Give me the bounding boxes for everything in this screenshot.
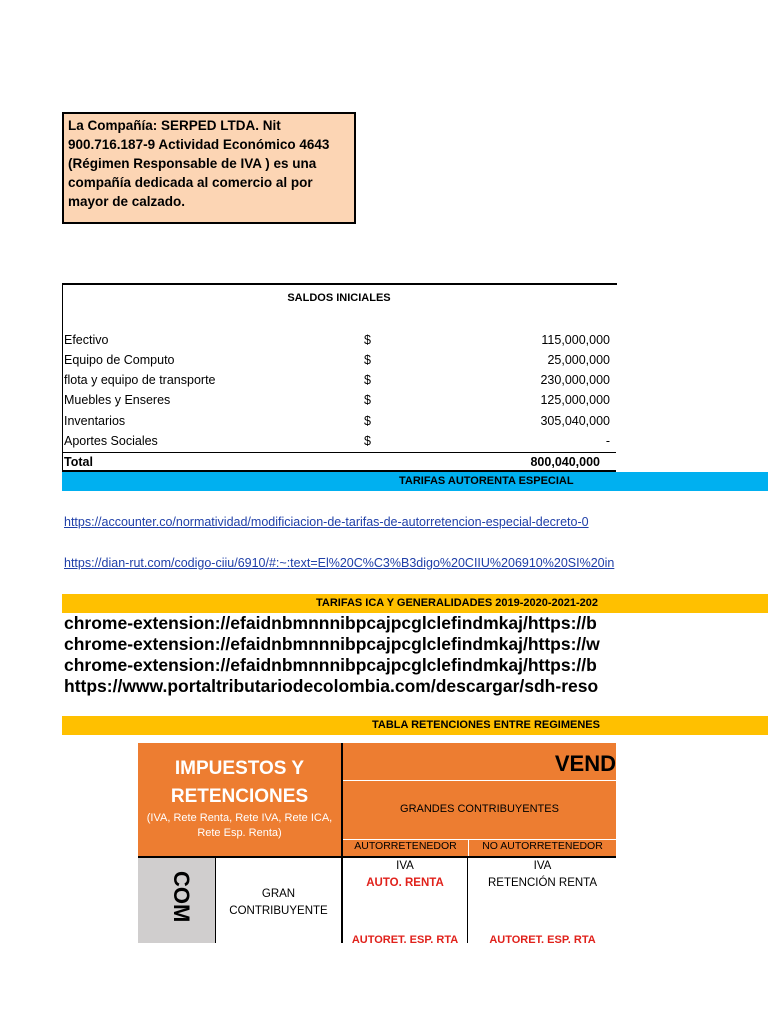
company-description: La Compañía: SERPED LTDA. Nit 900.716.187-9 Actividad Económico 4643 (Régimen Responsable de IVA ) es una compañía dedicada al comercio al por mayor de calzado. [62,112,356,224]
ret-subtitle: (IVA, Rete Renta, Rete IVA, Rete ICA, Rete Esp. Renta) [146,812,333,839]
row-amount: 230,000,000 [540,373,610,387]
total-amount: 800,040,000 [530,455,600,469]
row-amount: 25,000,000 [547,353,610,367]
currency-symbol: $ [364,414,371,428]
saldos-row [64,390,616,410]
currency-symbol: $ [364,393,371,407]
ret-title: IMPUESTOS Y RETENCIONES [170,758,309,807]
currency-symbol: $ [364,434,371,448]
autorenta-band-label: TARIFAS AUTORENTA ESPECIAL [399,475,574,487]
retenciones-band-label: TABLA RETENCIONES ENTRE REGIMENES [372,719,600,731]
currency-symbol: $ [364,373,371,387]
ica-band-label: TARIFAS ICA Y GENERALIDADES 2019-2020-2021-202 [316,597,599,609]
saldos-row [64,431,616,451]
retenciones-band [62,716,768,735]
saldos-total-row [62,452,616,472]
extension-link[interactable]: chrome-extension://efaidnbmnnnibpcajpcglclefindmkaj/https://b [64,613,597,633]
hyperlink[interactable]: https://dian-rut.com/codigo-ciiu/6910/#:~:text=El%20C%C3%B3digo%20CIIU%206910%20SI%20in [64,556,615,570]
col-header-autorretenedor: AUTORRETENEDOR [354,840,457,852]
row-label: Efectivo [64,333,109,347]
saldos-row [64,411,616,431]
row-label-gran-contribuyente: GRAN CONTRIBUYENTE [216,886,343,943]
currency-symbol: $ [364,333,371,347]
cell-text: IVA [396,860,414,872]
ica-band [62,594,768,613]
row-amount: 115,000,000 [541,333,610,347]
saldos-row [64,350,616,370]
row-label: Inventarios [64,414,126,428]
vendor-header: VEND [554,751,616,776]
row-amount: 125,000,000 [540,393,610,407]
side-label: COM [169,871,194,923]
cell-text-red: AUTORET. ESP. RTA [489,934,596,943]
cell-autorretenedor [343,858,468,943]
group-header: GRANDES CONTRIBUYENTES [400,803,559,815]
cell-text-red: AUTORET. ESP. RTA [351,934,459,943]
divider [343,780,616,781]
ret-header-left [138,743,343,856]
cell-no-autorretenedor [469,858,616,943]
retenciones-table [138,743,616,943]
row-amount: - [605,434,610,448]
cell-text: IVA [533,860,552,872]
saldos-title: SALDOS INICIALES [287,292,391,304]
total-label: Total [64,455,93,469]
cell-text: RETENCIÓN RENTA [487,877,598,889]
row-label: Muebles y Enseres [64,393,171,407]
cell-text-red: AUTO. RENTA [366,877,444,889]
extension-link[interactable]: chrome-extension://efaidnbmnnnibpcajpcglclefindmkaj/https://b [64,655,597,675]
row-label: flota y equipo de transporte [64,373,216,387]
row-amount: 305,040,000 [540,414,610,428]
hyperlink[interactable]: https://accounter.co/normatividad/modificiacion-de-tarifas-de-autorretencion-especial-decreto-0 [64,515,589,529]
extension-link[interactable]: chrome-extension://efaidnbmnnnibpcajpcglclefindmkaj/https://w [64,634,600,654]
saldos-row [64,330,616,350]
row-label: Equipo de Computo [64,353,175,367]
col-header-no-autorretenedor: NO AUTORRETENEDOR [482,840,603,852]
saldos-row [64,370,616,390]
autorenta-band [62,472,768,491]
portal-link[interactable]: https://www.portaltributariodecolombia.com/descargar/sdh-reso [64,676,599,696]
row-label: Aportes Sociales [64,434,158,448]
currency-symbol: $ [364,353,371,367]
